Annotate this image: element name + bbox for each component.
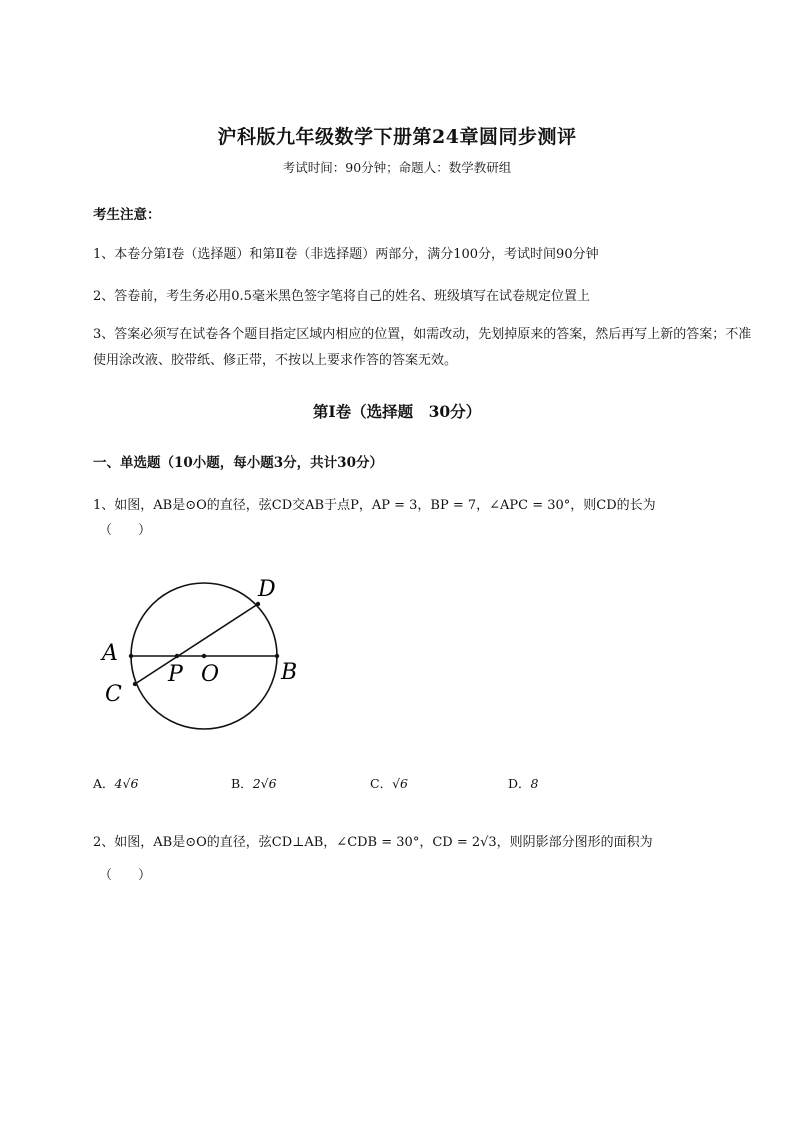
option-a[interactable] — [93, 774, 138, 792]
label-p: P — [168, 662, 183, 687]
option-c-value: √6 — [392, 776, 408, 791]
option-a-letter: A． — [93, 776, 115, 791]
point-a — [129, 654, 133, 658]
label-a: A — [102, 641, 118, 666]
question-1-answer-blank: （ ） — [99, 523, 152, 538]
option-b[interactable] — [231, 774, 277, 792]
part-title: 一、单选题（10小题，每小题3分，共计30分） — [93, 455, 383, 471]
option-c[interactable] — [370, 774, 408, 792]
page-title: 沪科版九年级数学下册第24章圆同步测评 — [217, 126, 577, 148]
option-d-value: 8 — [530, 776, 539, 791]
point-p — [175, 654, 179, 658]
label-d: D — [258, 577, 276, 602]
point-d — [256, 602, 260, 606]
notes-heading: 考生注意： — [93, 207, 161, 223]
option-b-value: 2√6 — [252, 776, 277, 791]
point-b — [275, 654, 279, 658]
option-b-letter: B． — [231, 776, 253, 791]
label-b: B — [281, 660, 298, 685]
note-item-3: 3、答案必须写在试卷各个题目指定区域内相应的位置，如需改动，先划掉原来的答案，然后再写上新的答案；不准使用涂改液、胶带纸、修正带，不按以上要求作答的答案无效。 — [93, 327, 752, 368]
note-item-1: 1、本卷分第I卷（选择题）和第Ⅱ卷（非选择题）两部分，满分100分，考试时间90分钟 — [93, 247, 599, 262]
note-item-2: 2、答卷前，考生务必用0.5毫米黑色签字笔将自己的姓名、班级填写在试卷规定位置上 — [93, 289, 590, 304]
question-2-text: 2、如图，AB是⊙O的直径，弦CD⊥AB，∠CDB = 30°，CD = 2√3，则阴影部分图形的面积为 — [93, 835, 653, 850]
option-d[interactable] — [508, 774, 538, 792]
section-title: 第I卷（选择题 30分） — [312, 402, 482, 421]
point-o — [202, 654, 206, 658]
option-a-value: 4√6 — [114, 776, 139, 791]
exam-info: 考试时间：90分钟；命题人：数学教研组 — [282, 160, 512, 175]
option-c-letter: C． — [370, 776, 393, 791]
question-1-text: 1、如图，AB是⊙O的直径，弦CD交AB于点P，AP = 3，BP = 7，∠APC = 30°，则CD的长为 — [93, 498, 656, 513]
chord-cd — [135, 604, 258, 684]
label-o: O — [201, 662, 220, 687]
label-c: C — [105, 682, 122, 707]
option-d-letter: D． — [508, 776, 531, 791]
question-2-answer-blank: （ ） — [99, 868, 152, 883]
point-c — [133, 682, 137, 686]
circle-diagram — [90, 570, 320, 745]
